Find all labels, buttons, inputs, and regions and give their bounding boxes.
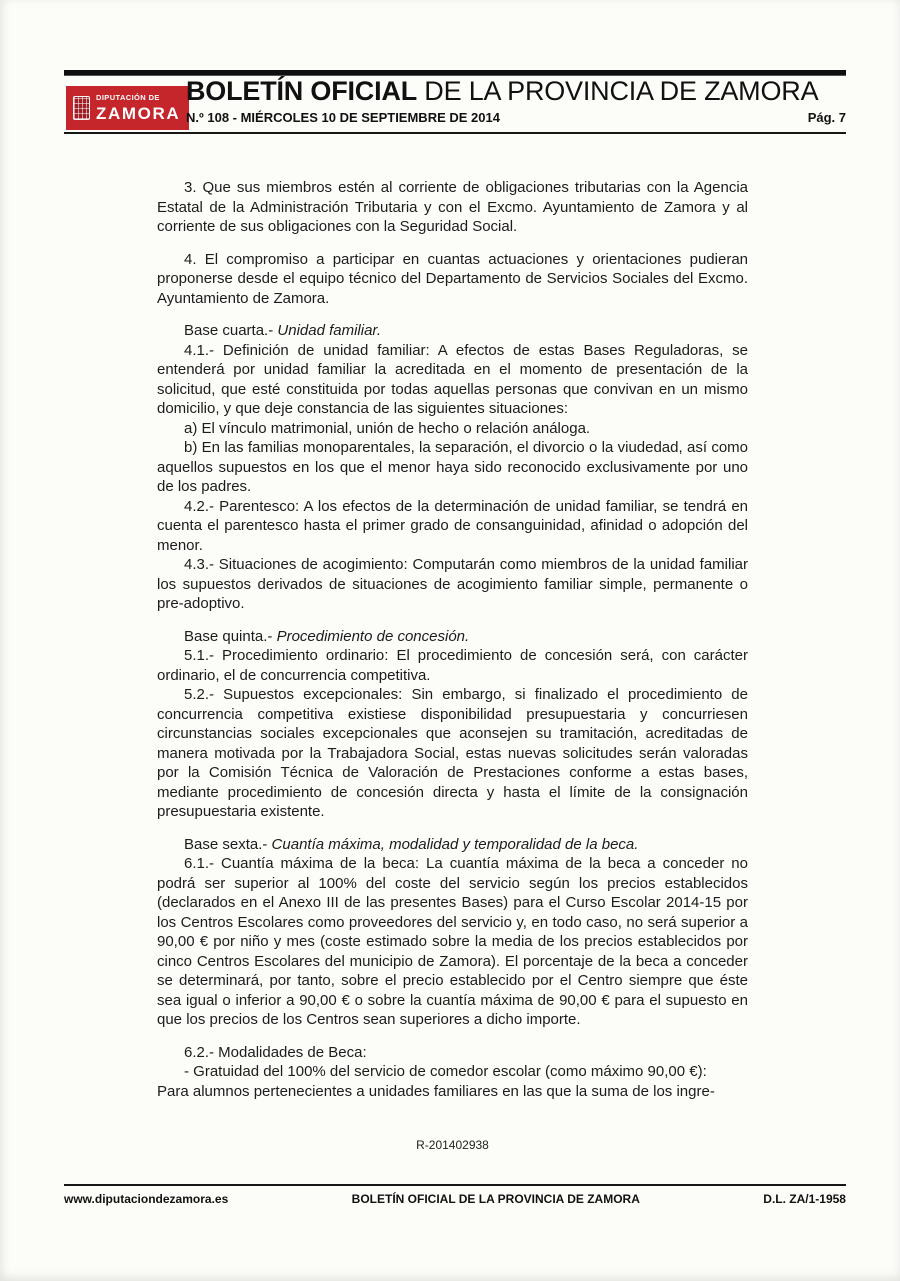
body-paragraph bbox=[157, 1082, 748, 1102]
body-paragraph bbox=[157, 685, 748, 822]
section-heading bbox=[157, 321, 748, 341]
page-number: Pág. 7 bbox=[807, 110, 846, 125]
paragraph-text: - Gratuidad del 100% del servicio de comedor escolar (como máximo 90,00 €): bbox=[184, 1063, 707, 1080]
paragraph-text: 4. El compromiso a participar en cuantas actuaciones y orientaciones pudieran proponerse desde el equipo técnico del Departamento de Servicios Sociales del Excmo. Ayuntamiento de Zamora. bbox=[157, 250, 748, 307]
document-body bbox=[157, 178, 748, 1101]
paragraph-text: Base sexta.- bbox=[184, 835, 272, 853]
body-paragraph bbox=[157, 555, 748, 614]
paragraph-text: Base cuarta.- bbox=[184, 322, 278, 339]
page-header bbox=[64, 70, 846, 134]
paragraph-em-text: Cuantía máxima, modalidad y temporalidad de la beca. bbox=[271, 835, 639, 853]
paragraph-text: 6.1.- Cuantía máxima de la beca: La cuantía máxima de la beca a conceder no podrá ser superior al 100% del coste del servicio según los precios establecidos (declarados en el Anexo III de las presentes Bases) para el Curso Escolar 2014-15 por los Centros Escolares como proveedores del servicio y, en todo caso, no será superior a 90,00 € por niño y mes (coste estimado sobre la media de los precios establecidos por cinco Centros Escolares del municipio de Zamora). El porcentaje de la beca a conceder se determinará, por tanto, sobre el precio establecido por el Centro siempre que éste sea igual o inferior a 90,00 € o sobre la cuantía máxima de 90,00 € para el supuesto en que los precios de los Centros sean superiores a dicho importe. bbox=[157, 855, 748, 1028]
paragraph-text: Base quinta.- bbox=[184, 627, 277, 645]
logo-text bbox=[96, 94, 180, 122]
bulletin-title bbox=[186, 76, 818, 107]
body-paragraph bbox=[157, 341, 748, 419]
paragraph-text: 4.2.- Parentesco: A los efectos de la determinación de unidad familiar, se tendrá en cuenta el parentesco hasta el primer grado de consanguinidad, afinidad o adopción del menor. bbox=[157, 497, 748, 554]
record-reference-number: R-201402938 bbox=[416, 1138, 489, 1152]
footer-legal-deposit: D.L. ZA/1-1958 bbox=[763, 1192, 846, 1206]
header-row bbox=[64, 76, 846, 132]
logo-line-1: DIPUTACIÓN DE bbox=[96, 93, 160, 103]
header-bottom-divider bbox=[64, 132, 846, 134]
body-paragraph bbox=[157, 1043, 748, 1063]
paragraph-text: 3. Que sus miembros estén al corriente de obligaciones tributarias con la Agencia Estatal de la Administración Tributaria y con el Excmo. Ayuntamiento de Zamora y al corriente de sus obligaciones con la Seguridad Social. bbox=[157, 179, 748, 235]
section-heading bbox=[157, 835, 748, 855]
paragraph-em-text: Unidad familiar. bbox=[277, 322, 382, 339]
paragraph-text: b) En las familias monoparentales, la separación, el divorcio o la viudedad, así como aquellos supuestos en los que el menor haya sido reconocido exclusivamente por uno de los padres. bbox=[157, 439, 748, 495]
paragraph-text: 4.1.- Definición de unidad familiar: A efectos de estas Bases Reguladoras, se entenderá por unidad familiar la acreditada en el momento de presentación de la solicitud, que esté constituida por todas aquellas personas que convivan en un mismo domicilio, y que deje constancia de las siguientes situaciones: bbox=[157, 341, 748, 417]
paragraph-em-text: Procedimiento de concesión. bbox=[276, 627, 470, 645]
body-paragraph bbox=[157, 854, 748, 1030]
issue-date-line: N.º 108 - MIÉRCOLES 10 DE SEPTIEMBRE DE 2014 bbox=[186, 110, 500, 125]
bulletin-title-bold: BOLETÍN OFICIAL bbox=[186, 76, 417, 106]
paragraph-text: Para alumnos pertenecientes a unidades familiares en las que la suma de los ingre- bbox=[157, 1082, 715, 1100]
paragraph-text: a) El vínculo matrimonial, unión de hecho o relación análoga. bbox=[184, 419, 591, 437]
bulletin-title-rest: DE LA PROVINCIA DE ZAMORA bbox=[416, 76, 819, 106]
body-paragraph bbox=[157, 497, 748, 556]
section-heading bbox=[157, 627, 748, 647]
paragraph-text: 5.1.- Procedimiento ordinario: El procedimiento de concesión será, con carácter ordinario, el de concurrencia competitiva. bbox=[157, 647, 748, 684]
body-paragraph bbox=[157, 1062, 748, 1082]
logo-line-2: ZAMORA bbox=[96, 103, 181, 123]
paragraph-text: 5.2.- Supuestos excepcionales: Sin embargo, si finalizado el procedimiento de concurrencia competitiva existiese disponibilidad presupuestaria y concurriesen circunstancias sociales excepcionales que aconsejen su tramitación, acreditadas de manera motivada por la Trabajadora Social, estas nuevas solicitudes serán valoradas por la Comisión Técnica de Valoración de Prestaciones conforme a estas bases, mediante procedimiento de concesión directa y hasta el límite de la consignación presupuestaria existente. bbox=[157, 686, 748, 820]
paragraph-text: 4.3.- Situaciones de acogimiento: Computarán como miembros de la unidad familiar los supuestos derivados de situaciones de acogimiento familiar simple, permanente o pre-adoptivo. bbox=[157, 556, 748, 612]
body-paragraph bbox=[157, 250, 748, 309]
footer-website: www.diputaciondezamora.es bbox=[64, 1192, 229, 1206]
paragraph-text: 6.2.- Modalidades de Beca: bbox=[184, 1043, 367, 1061]
body-paragraph bbox=[157, 178, 748, 237]
body-paragraph bbox=[157, 438, 748, 497]
diputacion-zamora-logo bbox=[66, 86, 189, 130]
body-paragraph bbox=[157, 646, 748, 685]
footer-divider bbox=[64, 1184, 846, 1186]
diputacion-emblem-icon bbox=[73, 96, 90, 120]
footer-bulletin-title: BOLETÍN OFICIAL DE LA PROVINCIA DE ZAMORA bbox=[351, 1192, 640, 1206]
body-paragraph bbox=[157, 419, 748, 439]
page-footer bbox=[64, 1192, 846, 1206]
